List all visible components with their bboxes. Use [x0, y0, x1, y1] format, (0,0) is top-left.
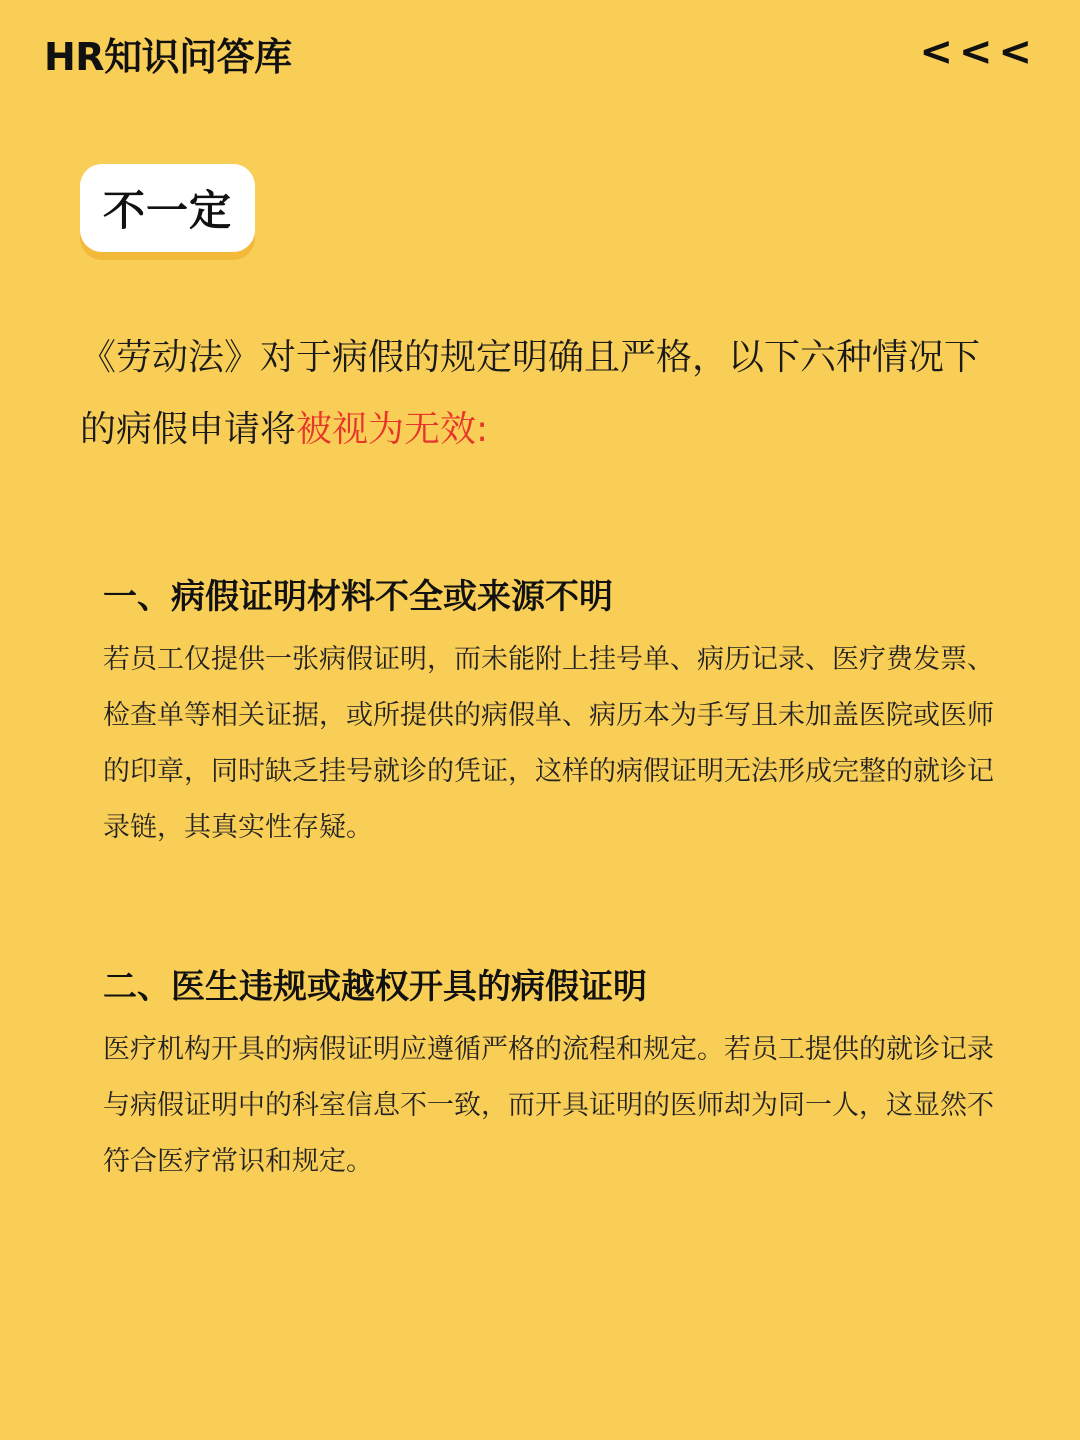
section-1-heading: 一、病假证明材料不全或来源不明	[103, 577, 613, 617]
intro-text: 《劳动法》对于病假的规定明确且严格，以下六种情况下的病假申请将	[80, 337, 981, 450]
section-1	[103, 570, 1003, 856]
section-2-body: 医疗机构开具的病假证明应遵循严格的流程和规定。若员工提供的就诊记录与病假证明中的科室信息不一致，而开具证明的医师却为同一人，这显然不符合医疗常识和规定。	[103, 1034, 994, 1177]
back-arrows-icon[interactable]: <<<	[919, 29, 1038, 75]
section-1-body: 若员工仅提供一张病假证明，而未能附上挂号单、病历记录、医疗费发票、检查单等相关证据，或所提供的病假单、病历本为手写且未加盖医院或医师的印章，同时缺乏挂号就诊的凭证，这样的病假证明无法形成完整的就诊记录链，其真实性存疑。	[103, 644, 994, 843]
intro-paragraph	[80, 322, 1010, 466]
answer-badge	[80, 164, 255, 252]
section-2	[103, 960, 1003, 1190]
intro-highlight: 被视为无效:	[296, 409, 489, 450]
section-2-heading: 二、医生违规或越权开具的病假证明	[103, 967, 647, 1007]
answer-badge-label: 不一定	[102, 186, 232, 235]
page-header-title: HR知识问答库	[44, 35, 292, 79]
